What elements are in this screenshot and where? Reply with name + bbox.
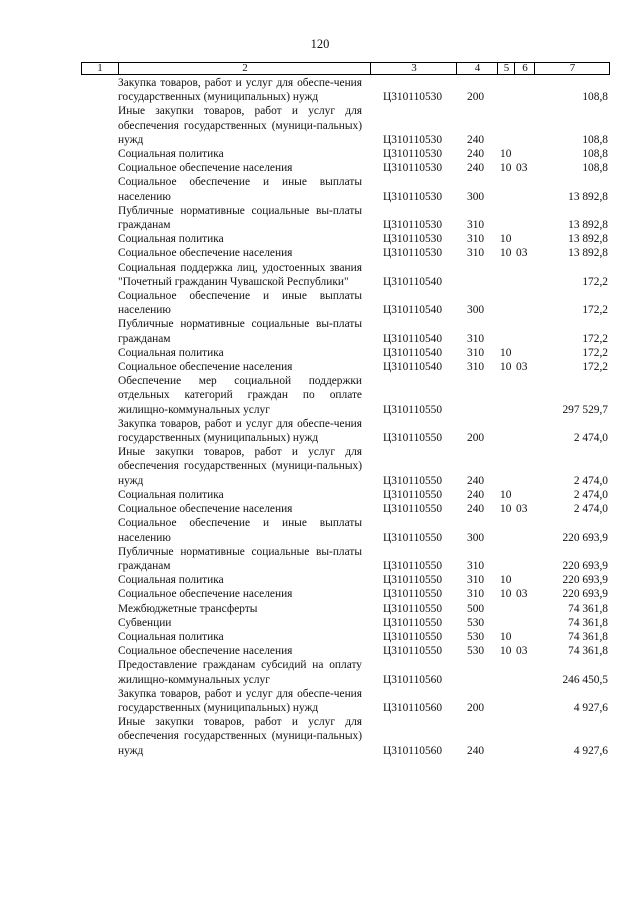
row-name: Иные закупки товаров, работ и услуг для обеспечения государственных (муници-пальных) нужд [118,716,362,757]
row-name: Социальное обеспечение населения [118,503,293,516]
row-sum: 74 361,8 [568,645,608,658]
row-expense-type: 530 [467,630,485,643]
row-subsection: 03 [516,162,528,175]
row-sum: 4 927,6 [573,701,608,714]
row-code: Ц310110530 [383,133,443,146]
row-code: Ц310110540 [383,304,443,317]
row-code: Ц310110530 [383,91,443,104]
row-section: 10 [500,503,512,516]
row-name: Социальная политика [118,574,224,587]
row-code: Ц310110560 [383,673,443,686]
row-code: Ц310110550 [383,616,443,629]
row-expense-type: 530 [467,616,485,629]
row-code: Ц310110550 [383,531,443,544]
row-expense-type: 300 [467,190,485,203]
table-header [81,62,610,75]
row-code: Ц310110530 [383,148,443,161]
row-name: Социальное обеспечение населения [118,247,293,260]
row-subsection: 03 [516,361,528,374]
row-expense-type: 310 [467,346,485,359]
row-expense-type: 300 [467,531,485,544]
row-expense-type: 240 [467,744,485,757]
row-sum: 172,2 [582,304,608,317]
row-code: Ц310110550 [383,488,443,501]
table-row [0,104,640,147]
row-code: Ц310110550 [383,503,443,516]
row-code: Ц310110550 [383,602,443,615]
row-sum: 172,2 [582,275,608,288]
table-row [0,616,640,630]
table-row [0,76,640,104]
row-expense-type: 240 [467,133,485,146]
header-col-2: 2 [118,63,371,74]
row-code: Ц310110550 [383,432,443,445]
table-row [0,147,640,161]
row-name: Межбюджетные трансферты [118,602,258,615]
table-row [0,630,640,644]
table-row [0,417,640,445]
row-code: Ц310110560 [383,701,443,714]
row-expense-type: 310 [467,559,485,572]
table-row [0,161,640,175]
row-section: 10 [500,346,512,359]
table-row [0,687,640,715]
row-sum: 220 693,9 [562,588,608,601]
row-code: Ц310110550 [383,630,443,643]
row-name: Социальное обеспечение населения [118,588,293,601]
row-sum: 4 927,6 [573,744,608,757]
table-row [0,488,640,502]
row-name: Закупка товаров, работ и услуг для обеспе-чения государственных (муниципальных) нужд [118,417,362,445]
row-code: Ц310110550 [383,474,443,487]
table-row [0,317,640,345]
table-row [0,644,640,658]
row-sum: 74 361,8 [568,616,608,629]
row-expense-type: 200 [467,91,485,104]
row-sum: 297 529,7 [562,403,608,416]
row-sum: 13 892,8 [568,190,608,203]
header-col-7: 7 [534,63,610,74]
row-name: Социальное обеспечение и иные выплаты населению [118,176,362,203]
row-sum: 2 474,0 [573,474,608,487]
row-sum: 2 474,0 [573,488,608,501]
row-name: Социальное обеспечение населения [118,162,293,175]
row-subsection: 03 [516,247,528,260]
row-expense-type: 310 [467,247,485,260]
row-section: 10 [500,574,512,587]
table-row [0,516,640,544]
table-row [0,246,640,260]
row-name: Закупка товаров, работ и услуг для обеспе-чения государственных (муниципальных) нужд [118,77,362,104]
row-name: Публичные нормативные социальные вы-платы гражданам [118,204,362,232]
row-expense-type: 240 [467,488,485,501]
table-row [0,602,640,616]
table-row [0,175,640,203]
row-name: Социальное обеспечение и иные выплаты населению [118,517,362,544]
row-sum: 220 693,9 [562,559,608,572]
row-expense-type: 300 [467,304,485,317]
row-sum: 74 361,8 [568,602,608,615]
row-name: Закупка товаров, работ и услуг для обеспе-чения государственных (муниципальных) нужд [118,687,362,714]
row-section: 10 [500,488,512,501]
table-row [0,232,640,246]
row-name: Субвенции [118,616,172,629]
row-sum: 2 474,0 [573,503,608,516]
row-sum: 108,8 [582,148,608,161]
table-row [0,360,640,374]
row-name: Публичные нормативные социальные вы-платы гражданам [118,318,362,345]
row-code: Ц310110540 [383,275,443,288]
row-expense-type: 310 [467,332,485,345]
row-sum: 172,2 [582,361,608,374]
row-name: Социальная поддержка лиц, удостоенных звания "Почетный гражданин Чувашской Республики" [118,261,362,288]
row-expense-type: 310 [467,588,485,601]
row-sum: 108,8 [582,133,608,146]
table-row [0,545,640,573]
table-row [0,587,640,601]
row-expense-type: 240 [467,474,485,487]
row-code: Ц310110560 [383,744,443,757]
row-expense-type: 310 [467,233,485,246]
row-code: Ц310110550 [383,559,443,572]
row-code: Ц310110530 [383,233,443,246]
row-name: Публичные нормативные социальные вы-платы гражданам [118,545,362,572]
row-sum: 108,8 [582,91,608,104]
row-expense-type: 310 [467,574,485,587]
table-row [0,204,640,232]
table-row [0,502,640,516]
row-name: Социальная политика [118,488,224,501]
table-row [0,715,640,758]
row-code: Ц310110550 [383,403,443,416]
row-subsection: 03 [516,645,528,658]
row-sum: 13 892,8 [568,233,608,246]
header-col-1: 1 [97,62,103,74]
row-section: 10 [500,247,512,260]
row-name: Социальная политика [118,233,224,246]
row-sum: 108,8 [582,162,608,175]
row-code: Ц310110540 [383,361,443,374]
row-expense-type: 200 [467,701,485,714]
row-code: Ц310110540 [383,346,443,359]
row-section: 10 [500,148,512,161]
table-row [0,289,640,317]
table-body [0,76,640,758]
row-name: Иные закупки товаров, работ и услуг для обеспечения государственных (муници-пальных) нужд [118,446,362,487]
row-name: Обеспечение мер социальной поддержки отдельных категорий граждан по оплате жилищно-коммунальных услуг [118,375,362,416]
table-row [0,658,640,686]
header-col-6: 6 [514,63,535,74]
header-col-4: 4 [456,63,498,74]
row-expense-type: 310 [467,219,485,232]
row-name: Социальное обеспечение населения [118,645,293,658]
row-subsection: 03 [516,503,528,516]
row-code: Ц310110550 [383,645,443,658]
row-code: Ц310110530 [383,247,443,260]
row-name: Иные закупки товаров, работ и услуг для обеспечения государственных (муници-пальных) нужд [118,105,362,146]
row-section: 10 [500,588,512,601]
row-sum: 13 892,8 [568,247,608,260]
row-name: Социальное обеспечение и иные выплаты населению [118,290,362,317]
row-section: 10 [500,630,512,643]
row-expense-type: 530 [467,645,485,658]
table-row [0,261,640,289]
row-expense-type: 240 [467,148,485,161]
row-code: Ц310110540 [383,332,443,345]
row-sum: 220 693,9 [562,531,608,544]
table-row [0,374,640,417]
row-section: 10 [500,162,512,175]
table-row [0,346,640,360]
row-name: Социальная политика [118,148,224,161]
row-sum: 172,2 [582,332,608,345]
row-expense-type: 500 [467,602,485,615]
row-expense-type: 200 [467,432,485,445]
row-code: Ц310110530 [383,190,443,203]
row-code: Ц310110530 [383,162,443,175]
row-expense-type: 240 [467,503,485,516]
row-code: Ц310110550 [383,588,443,601]
header-col-5: 5 [497,63,515,74]
table-row [0,445,640,488]
page-number: 120 [310,37,330,51]
row-code: Ц310110550 [383,574,443,587]
row-code: Ц310110530 [383,219,443,232]
row-sum: 246 450,5 [562,673,608,686]
row-sum: 13 892,8 [568,219,608,232]
row-name: Социальная политика [118,630,224,643]
row-name: Предоставление гражданам субсидий на оплату жилищно-коммунальных услуг [118,659,362,686]
row-subsection: 03 [516,588,528,601]
header-col-3: 3 [370,63,457,74]
row-sum: 172,2 [582,346,608,359]
row-expense-type: 240 [467,162,485,175]
row-section: 10 [500,361,512,374]
table-row [0,573,640,587]
row-name: Социальная политика [118,346,224,359]
row-expense-type: 310 [467,361,485,374]
row-section: 10 [500,645,512,658]
row-sum: 2 474,0 [573,432,608,445]
row-sum: 220 693,9 [562,574,608,587]
row-sum: 74 361,8 [568,630,608,643]
row-section: 10 [500,233,512,246]
row-name: Социальное обеспечение населения [118,361,293,374]
